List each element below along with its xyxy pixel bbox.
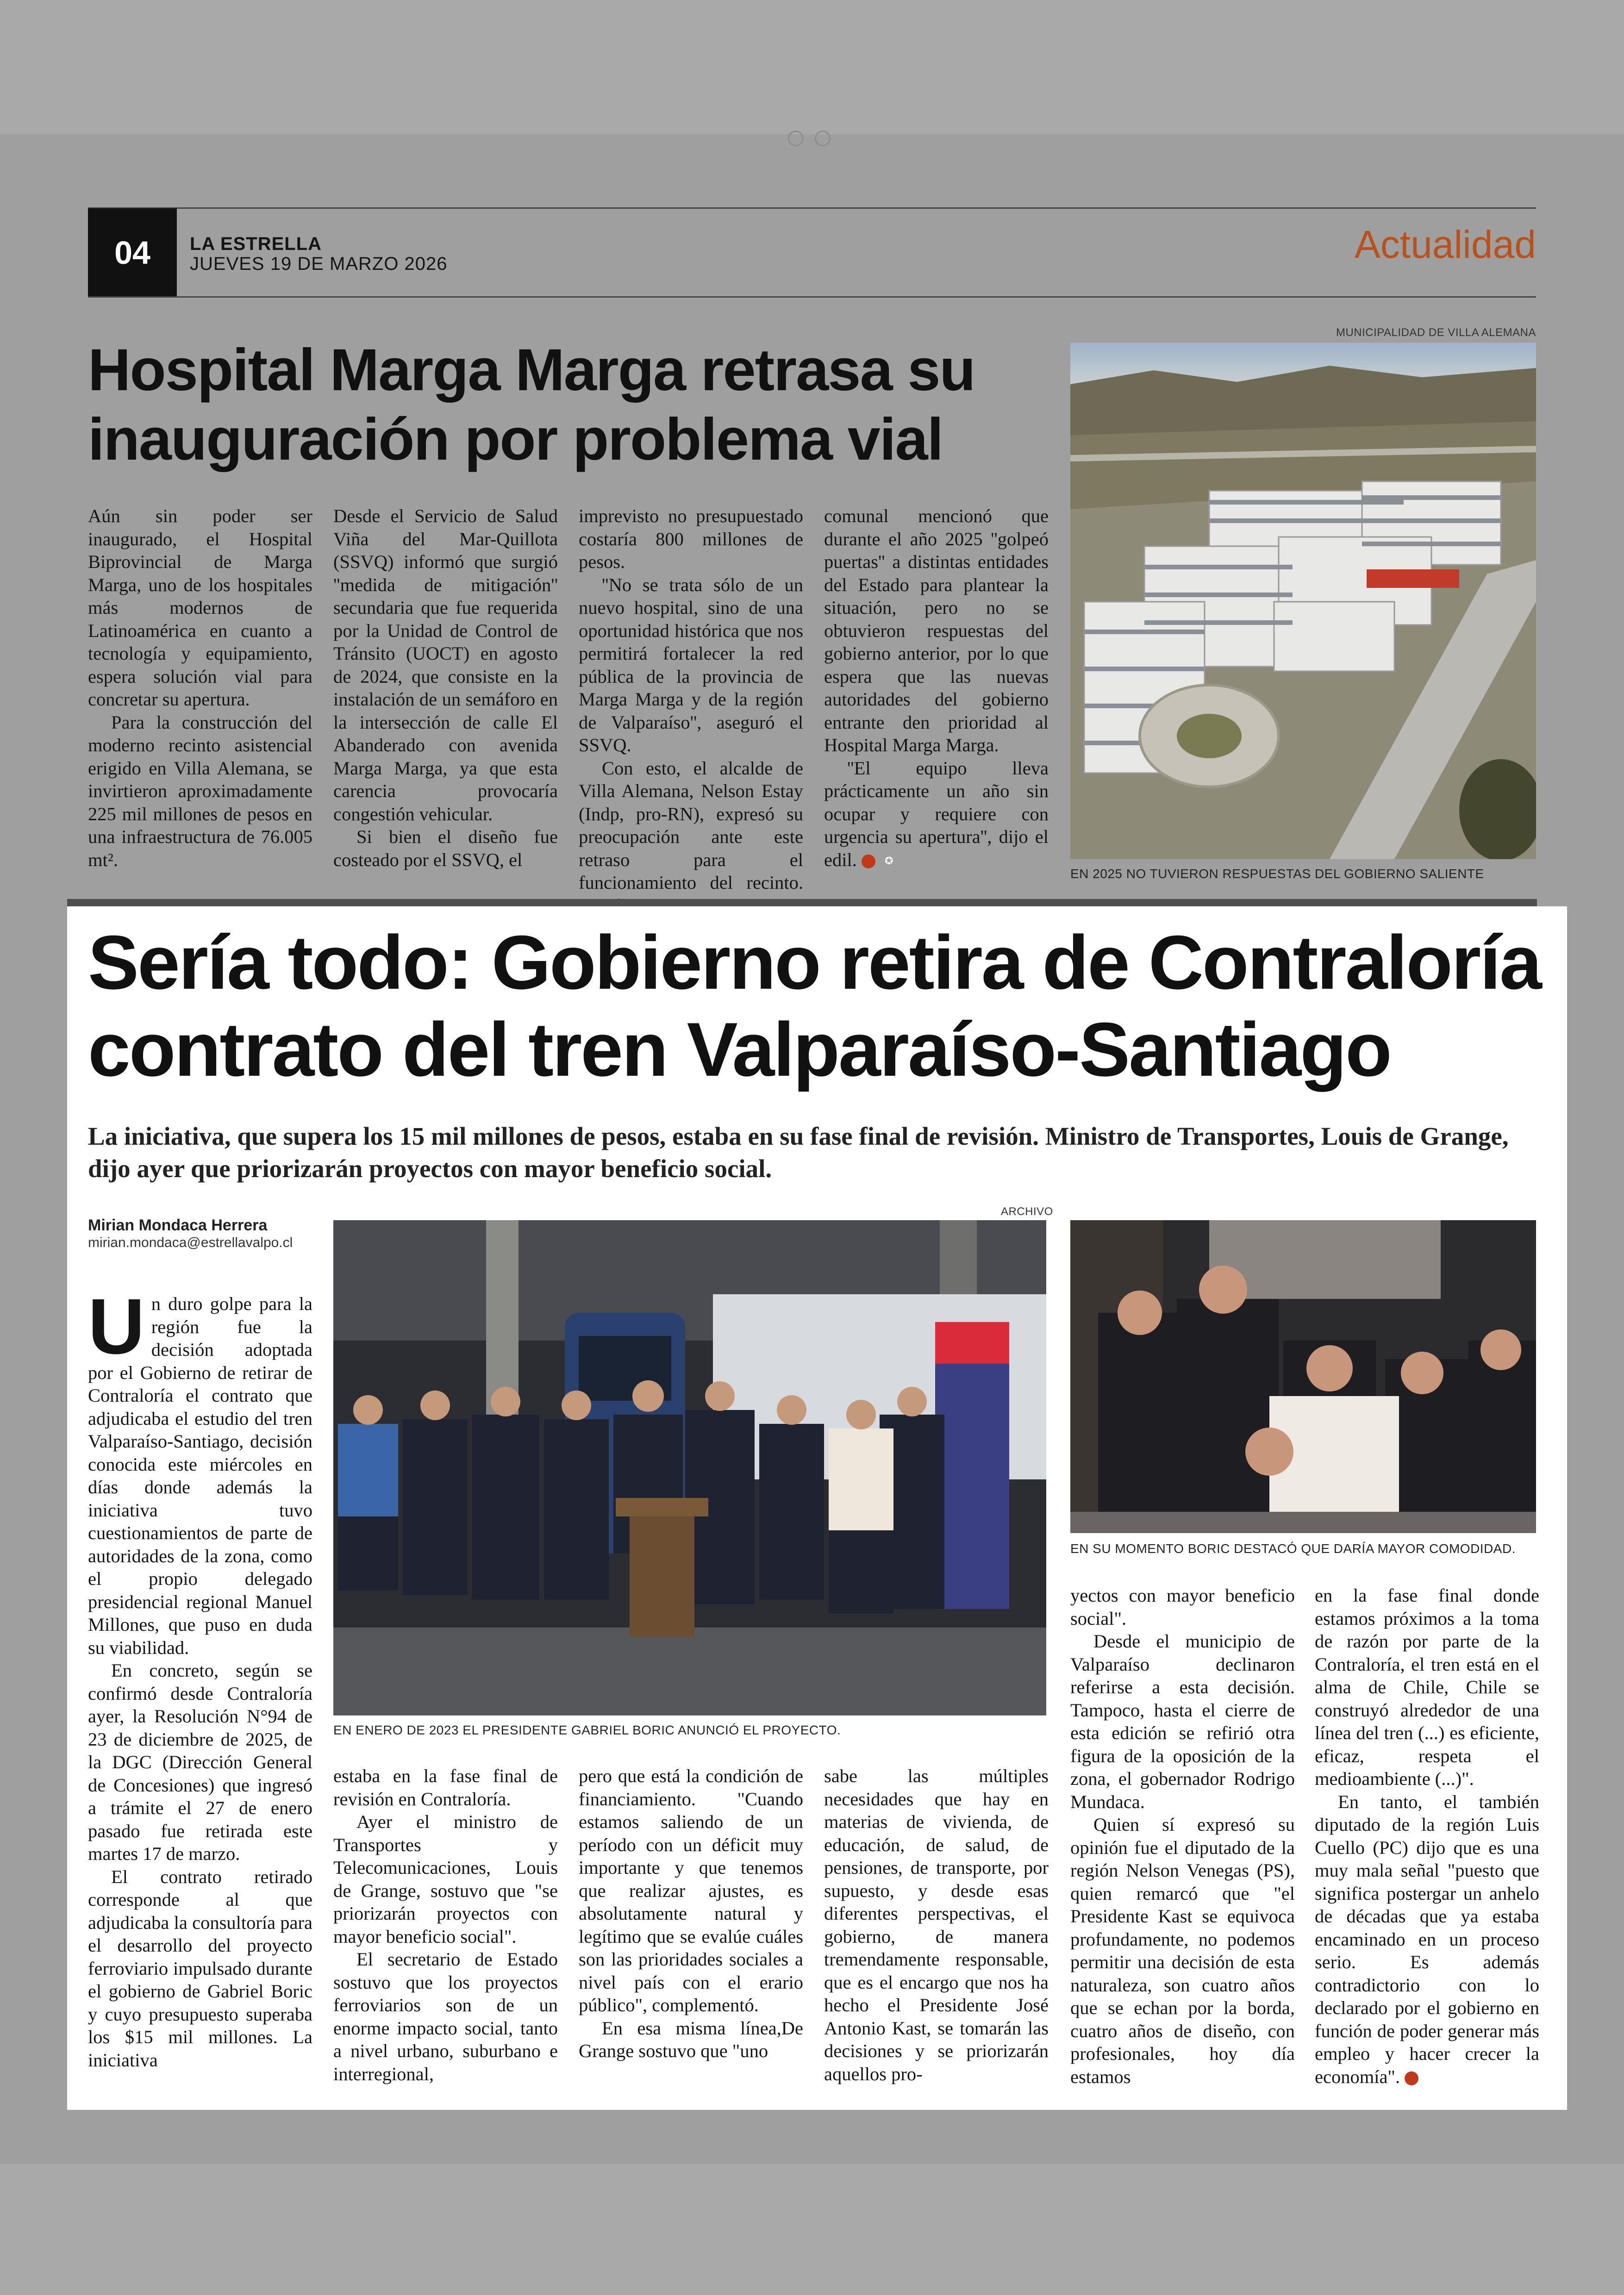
paragraph	[88, 1283, 312, 1659]
article2-column-1	[88, 1283, 312, 2071]
paragraph	[824, 757, 1049, 872]
paragraph: Aún sin poder ser inaugurado, el Hospital Biprovincial de Marga Marga, uno de los hospitales más modernos de Latinoamérica en cuanto a tecnología y equipamiento, espera solución vial para concretar su apertura.	[88, 505, 312, 710]
paragraph: Con esto, el alcalde de Villa Alemana, Nelson Estay (Indp, pro-RN), expresó su preocupación ante este retraso para el funcionamiento del recinto.	[579, 757, 803, 893]
paragraph: En concreto, según se confirmó desde Contraloría ayer, la Resolución N°94 de 23 de diciembre de 2025, de la DGC (Dirección General de Concesiones) que ingresó a trámite el 27 de enero pasado fue retirada este martes 17 de marzo.	[88, 1660, 312, 1864]
paragraph: Si bien el diseño fue costeado por el SSVQ, el	[333, 826, 558, 870]
paragraph: estaba en la fase final de revisión en Contraloría.	[333, 1765, 558, 1809]
end-mark-icon: ✪	[1405, 2071, 1418, 2085]
paragraph: Ayer el ministro de Transportes y Telecomunicaciones, Louis de Grange, sostuvo que "se priorizarán proyectos con mayor beneficio social".	[333, 1811, 558, 1947]
article1-headline: Hospital Marga Marga retrasa su inauguración por problema vial	[88, 337, 975, 473]
paragraph: pero que está la condición de financiamiento. "Cuando estamos saliendo de un período con un déficit muy importante y que tenemos que realizar ajustes, es absolutamente natural y legítimo que se evalúe cuáles son las prioridades sociales a nivel país con el erario público", complementó.	[579, 1765, 803, 2015]
article2-photo1-caption: EN ENERO DE 2023 EL PRESIDENTE GABRIEL BORIC ANUNCIÓ EL PROYECTO.	[333, 1723, 841, 1737]
paragraph: Para la construcción del moderno recinto asistencial erigido en Villa Alemana, se invirtieron aproximadamente 225 mil millones de pesos en una infraestructura de 76.005 mt².	[88, 711, 312, 870]
train-photo-illustration	[333, 1220, 1046, 1715]
paragraph: El secretario de Estado sostuvo que los proyectos ferroviarios son de un enorme impacto social, tanto a nivel urbano, suburbano e interregional,	[333, 1949, 558, 2084]
train-station-photo	[333, 1220, 1046, 1715]
article1-column-2	[333, 505, 558, 871]
paragraph-text: En tanto, el también diputado de la región Luis Cuello (PC) dijo que es una muy mala señal "puesto que significa postergar un anhelo de décadas que ya estaba encaminado en un proceso serio. Es además contradictorio con lo declarado por el gobierno en función de poder generar más empleo y hacer crecer la economía".	[1315, 1791, 1539, 2087]
crowd-photo-illustration	[1070, 1220, 1536, 1533]
article1-photo-credit: MUNICIPALIDAD DE VILLA ALEMANA	[1336, 326, 1536, 339]
header-bottom-rule	[88, 296, 1536, 298]
hospital-photo-illustration	[1070, 343, 1536, 859]
page-number: 04	[88, 208, 177, 297]
article1-photo-caption: EN 2025 NO TUVIERON RESPUESTAS DEL GOBIERNO SALIENTE	[1070, 867, 1484, 881]
paragraph: yectos con mayor beneficio social".	[1070, 1585, 1295, 1629]
end-mark-icon: ✪	[862, 854, 875, 868]
paragraph: En esa misma línea,De Grange sostuvo que "uno	[579, 2017, 803, 2061]
article1-column-3	[579, 505, 803, 917]
paragraph: El contrato retirado corresponde al que adjudicaba la consultoría para el desarrollo del proyecto ferroviario impulsado durante el gobierno de Gabriel Boric y cuyo presupuesto superaba los $15 mil millones. La iniciativa	[88, 1866, 312, 2070]
paragraph-text: ''El equipo lleva prácticamente un año sin ocupar y requiere con urgencia su apertura'', dijo el edil.	[824, 757, 1049, 870]
paragraph	[1315, 1790, 1539, 2089]
section-divider	[67, 899, 1537, 906]
article2-column-5	[1070, 1584, 1295, 2088]
paragraph: imprevisto no presupuestado costaría 800 millones de pesos.	[579, 505, 803, 572]
article2-deck: La iniciativa, que supera los 15 mil millones de pesos, estaba en su fase final de revisión. Ministro de Transportes, Louis de Grange, dijo ayer que priorizarán proyectos con mayor beneficio social.	[88, 1122, 1509, 1183]
author-email[interactable]: mirian.mondaca@estrellavalpo.cl	[88, 1235, 293, 1250]
page-dot	[788, 131, 804, 146]
author-name: Mirian Mondaca Herrera	[88, 1216, 268, 1234]
article2-column-6	[1315, 1584, 1539, 2088]
paragraph: en la fase final donde estamos próximos a la toma de razón por parte de la Contraloría, el tren está en el alma de Chile, Chile se construyó alrededor de una línea del tren (...) es eficiente, eficaz, respeta el medioambiente (...)".	[1315, 1585, 1539, 1789]
header-top-rule	[88, 207, 1536, 209]
paragraph: comunal mencionó que durante el año 2025 ''golpeó puertas'' a distintas entidades del Estado para plantear la situación, pero no se obtuvieron respuestas del gobierno anterior, por lo que espera que las nuevas autoridades del gobierno entrante den prioridad al Hospital Marga Marga.	[824, 505, 1049, 755]
paragraph: sabe las múltiples necesidades que hay en materias de vivienda, de educación, de salud, de pensiones, de transporte, por supuesto, y desde esas diferentes perspectivas, el gobierno, de manera tremendamente responsable, que es el encargo que nos ha hecho el Presidente José Antonio Kast, se tomarán las decisiones y se priorizarán aquellos pro-	[824, 1765, 1049, 2084]
paper-name: LA ESTRELLA	[190, 234, 322, 254]
article1-column-4	[824, 505, 1049, 871]
paragraph: Desde el municipio de Valparaíso declinaron referirse a esta decisión. Tampoco, hasta el cierre de esta edición se refirió otra figura de la oposición de la zona, el gobernador Rodrigo Mundaca.	[1070, 1631, 1295, 1812]
paper-date: JUEVES 19 DE MARZO 2026	[190, 254, 448, 274]
paragraph-text: n duro golpe para la región fue la decisión adoptada por el Gobierno de retirar de Contraloría el contrato que adjudicaba el estudio del tren Valparaíso-Santiago, decisión conocida este miércoles en días donde además la iniciativa tuvo cuestionamientos de parte de autoridades de la zona, como el propio delegado presidencial regional Manuel Millones, que puso en duda su viabilidad.	[88, 1293, 312, 1658]
paragraph: ''No se trata sólo de un nuevo hospital, sino de una oportunidad histórica que nos permitirá fortalecer la red pública de la provincia de Marga Marga y de la región de Valparaíso'', aseguró el SSVQ.	[579, 574, 803, 755]
article1-column-1	[88, 505, 312, 871]
article2-photo2-caption: EN SU MOMENTO BORIC DESTACÓ QUE DARÍA MAYOR COMODIDAD.	[1070, 1541, 1516, 1556]
paragraph: Quien sí expresó su opinión fue el diputado de la región Nelson Venegas (PS), quien remarcó que "el Presidente Kast se equivoca profundamente, no podemos permitir una decisión de esta naturaleza, son cuatro años que se echan por la borda, cuatro años de diseño, con profesionales, hoy día estamos	[1070, 1814, 1295, 2087]
page-indicator	[782, 131, 838, 144]
section-title: Actualidad	[1354, 223, 1536, 266]
drop-cap: U	[88, 1283, 145, 1371]
hospital-aerial-photo	[1070, 343, 1536, 859]
article2-column-2	[333, 1765, 558, 2085]
article2-photo1-credit: ARCHIVO	[1001, 1205, 1053, 1218]
article2-column-3	[579, 1765, 803, 2063]
page-dot	[815, 131, 831, 146]
article2-column-4	[824, 1765, 1049, 2085]
boric-crowd-photo	[1070, 1220, 1536, 1533]
paragraph: Desde el Servicio de Salud Viña del Mar-Quillota (SSVQ) informó que surgió ''medida de mitigación'' secundaria que fue requerida por la Unidad de Control de Tránsito (UOCT) en agosto de 2024, que consiste en la instalación de un semáforo en la intersección de calle El Abanderado con avenida Marga Marga, ya que esta carencia provocaría congestión vehicular.	[333, 505, 558, 824]
article2-headline: Sería todo: Gobierno retira de Contraloría contrato del tren Valparaíso-Santiago	[88, 920, 1541, 1092]
